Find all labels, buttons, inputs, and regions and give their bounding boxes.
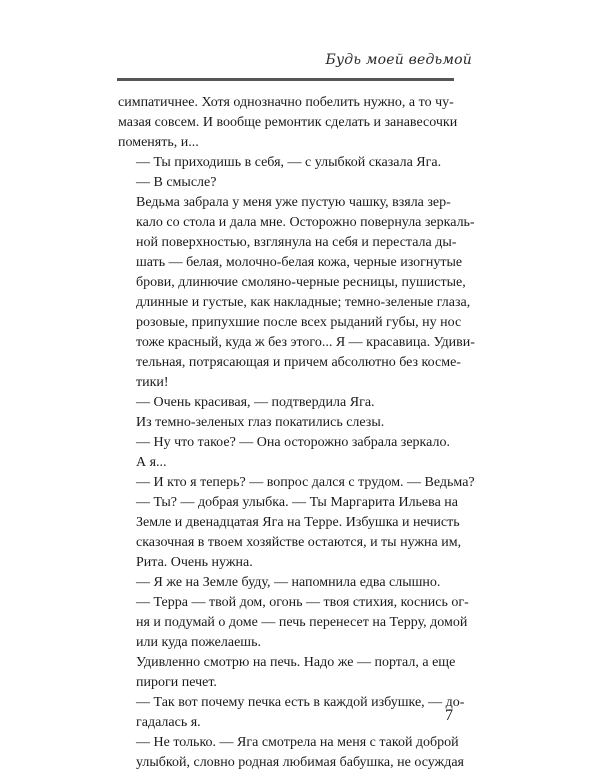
text-line: — Ну что такое? — Она осторожно забрала зеркало. <box>136 435 450 450</box>
text-line: тельная, потрясающая и причем абсолютно без косме- <box>136 355 461 370</box>
text-line: брови, длинючие смоляно-черные ресницы, пушистые, <box>136 275 466 290</box>
text-line: ня и подумай о доме — печь перенесет на Терру, домой <box>136 615 468 630</box>
text-line: — Очень красивая, — подтвердила Яга. <box>136 395 375 410</box>
paragraph <box>118 693 465 733</box>
text-line: А я... <box>136 455 167 470</box>
text-line: — Так вот почему печка есть в каждой избушке, — до- <box>136 695 465 710</box>
paragraph <box>118 433 453 453</box>
text-line: — Я же на Земле буду, — напомнила едва слышно. <box>136 575 441 590</box>
text-line: Ведьма забрала у меня уже пустую чашку, взяла зер- <box>136 195 451 210</box>
text-line: шать — белая, молочно-белая кожа, черные изогнутые <box>136 255 463 270</box>
text-line: улыбкой, словно родная любимая бабушка, не осуждая <box>136 755 464 770</box>
text-line: мазая совсем. И вообще ремонтик сделать и занавесочки <box>118 115 458 130</box>
text-line: Рита. Очень нужна. <box>136 555 253 570</box>
text-line: длинные и густые, как накладные; темно-зеленые глаза, <box>136 295 471 310</box>
paragraph <box>118 413 453 433</box>
paragraph <box>118 173 453 193</box>
header-rule <box>117 78 454 81</box>
text-line: — В смысле? <box>136 175 217 190</box>
text-line: — Терра — твой дом, огонь — твоя стихия, коснись ог- <box>136 595 469 610</box>
paragraph <box>118 393 453 413</box>
text-line: симпатичнее. Хотя однозначно побелить нужно, а то чу- <box>118 95 454 110</box>
paragraph <box>118 733 464 773</box>
paragraph <box>118 573 453 593</box>
text-line: — И кто я теперь? — вопрос дался с трудом. — Ведьма? <box>136 475 475 490</box>
text-line: Удивленно смотрю на печь. Надо же — портал, а еще <box>136 655 456 670</box>
text-line: пироги печет. <box>136 675 217 690</box>
text-line: кало со стола и дала мне. Осторожно повернула зеркаль- <box>136 215 475 230</box>
text-line: ной поверхностью, взглянула на себя и перестала ды- <box>136 235 457 250</box>
text-line: тоже красный, куда ж без этого... Я — красавица. Удиви- <box>136 335 475 350</box>
text-line: — Не только. — Яга смотрела на меня с такой доброй <box>136 735 459 750</box>
body-text <box>118 93 475 773</box>
paragraph <box>118 473 475 493</box>
text-line: тики! <box>136 375 169 390</box>
text-line: розовые, припухшие после всех рыданий губы, ну нос <box>136 315 462 330</box>
text-line: — Ты? — добрая улыбка. — Ты Маргарита Ильева на <box>136 495 458 510</box>
text-line: — Ты приходишь в себя, — с улыбкой сказала Яга. <box>136 155 442 170</box>
paragraph <box>118 653 456 693</box>
paragraph <box>118 493 462 573</box>
text-line: поменять, и... <box>118 135 199 150</box>
running-header: Будь моей ведьмой <box>325 52 472 68</box>
text-line: Из темно-зеленых глаз покатились слезы. <box>136 415 385 430</box>
text-line: Земле и двенадцатая Яга на Терре. Избушка и нечисть <box>136 515 460 530</box>
text-line: или куда пожелаешь. <box>136 635 261 650</box>
paragraph <box>118 93 458 153</box>
paragraph <box>118 453 453 473</box>
paragraph <box>118 193 475 393</box>
text-line: гадалась я. <box>136 715 201 730</box>
page-number: 7 <box>445 707 453 724</box>
paragraph <box>118 593 469 653</box>
paragraph <box>118 153 453 173</box>
text-line: сказочная в твоем хозяйстве остаются, и ты нужна им, <box>136 535 462 550</box>
